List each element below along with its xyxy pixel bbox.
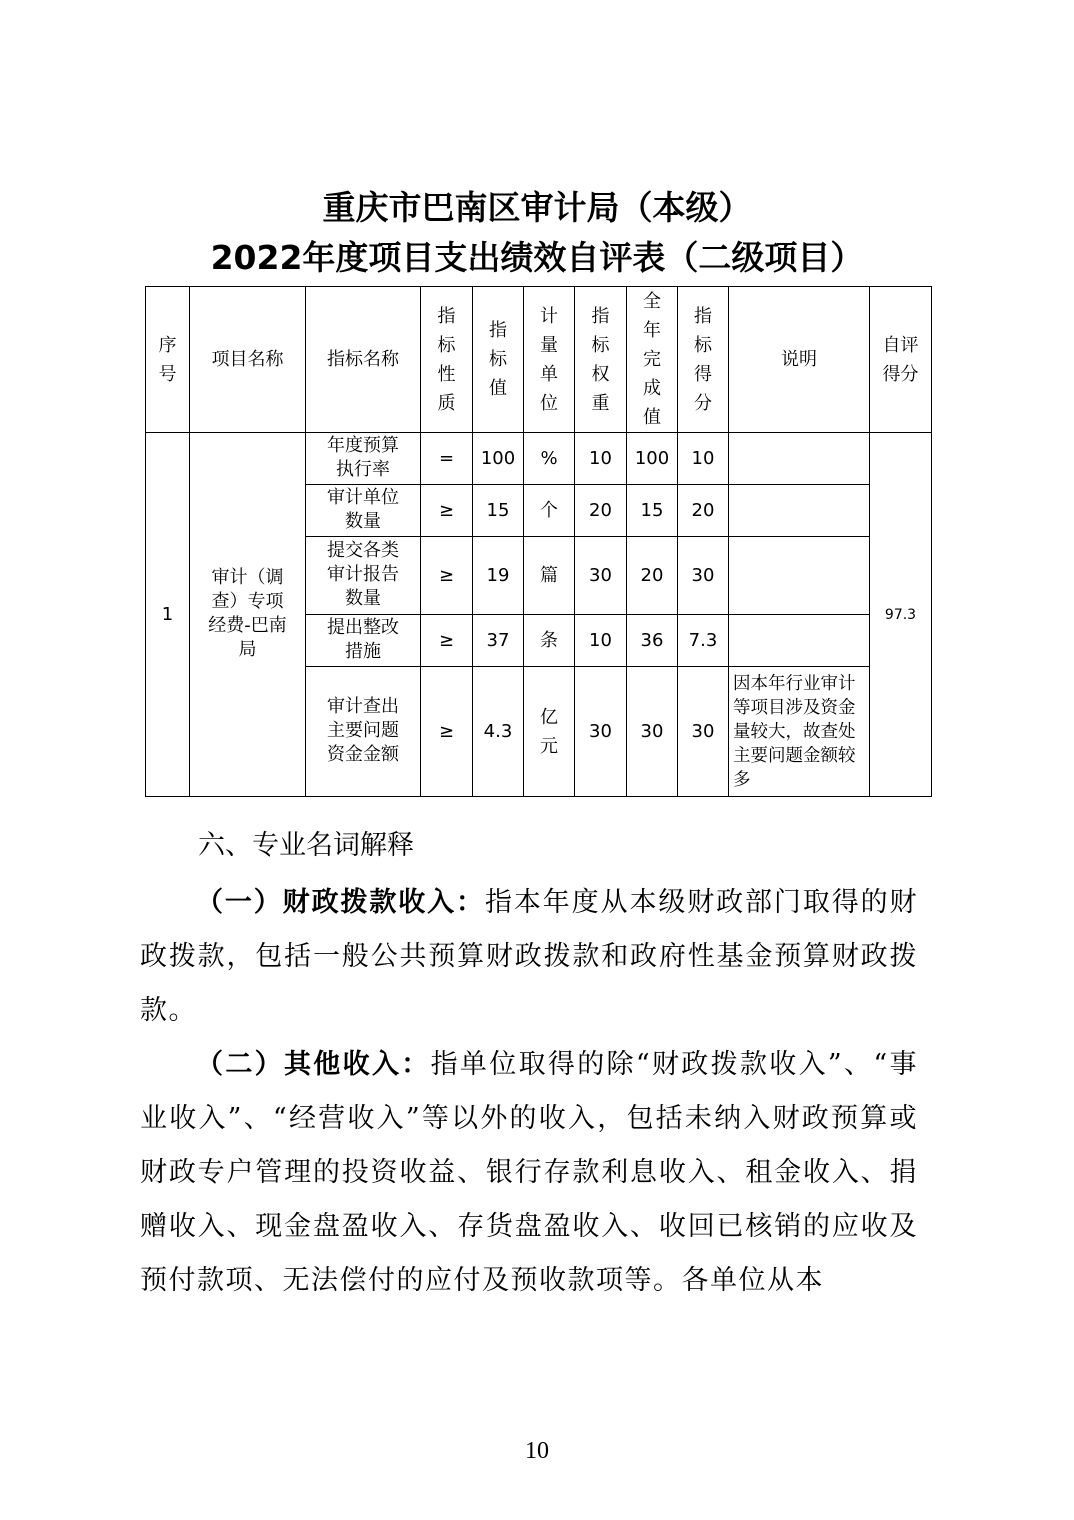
table-header-row [146, 287, 932, 433]
note-cell [729, 537, 870, 615]
header-unit: 计量单位 [524, 287, 575, 433]
value-cell: 4.3 [473, 667, 524, 797]
project-name-cell: 审计（调查）专项经费-巴南局 [190, 433, 306, 797]
header-score: 指标得分 [678, 287, 729, 433]
document-title: 重庆市巴南区审计局（本级） [322, 188, 752, 227]
score-cell: 7.3 [678, 615, 729, 667]
completed-cell: 30 [627, 667, 678, 797]
definition-term: （二）其他收入： [196, 1049, 431, 1080]
document-subtitle: 2022年度项目支出绩效自评表（二级项目） [210, 238, 864, 277]
indicator-name-cell: 年度预算执行率 [306, 433, 421, 485]
performance-table [145, 286, 932, 797]
header-note: 说明 [729, 287, 870, 433]
indicator-name-cell: 审计单位数量 [306, 485, 421, 537]
header-weight: 指标权重 [575, 287, 627, 433]
header-completed: 全年完成值 [627, 287, 678, 433]
value-cell: 100 [473, 433, 524, 485]
unit-cell: 个 [524, 485, 575, 537]
page-number: 10 [525, 1438, 549, 1464]
score-cell: 30 [678, 537, 729, 615]
unit-cell: % [524, 433, 575, 485]
completed-cell: 36 [627, 615, 678, 667]
nature-cell: ≥ [421, 615, 473, 667]
note-cell: 因本年行业审计等项目涉及资金量较大，故查处主要问题金额较多 [729, 667, 870, 797]
note-cell [729, 615, 870, 667]
weight-cell: 10 [575, 433, 627, 485]
header-indicator-value: 指标值 [473, 287, 524, 433]
value-cell: 15 [473, 485, 524, 537]
score-cell: 10 [678, 433, 729, 485]
completed-cell: 20 [627, 537, 678, 615]
value-cell: 37 [473, 615, 524, 667]
self-score-cell: 97.3 [870, 433, 932, 797]
definition-paragraph [140, 876, 918, 1038]
table-row [146, 433, 932, 485]
unit-cell: 条 [524, 615, 575, 667]
weight-cell: 30 [575, 667, 627, 797]
header-seq: 序号 [146, 287, 190, 433]
completed-cell: 100 [627, 433, 678, 485]
score-cell: 30 [678, 667, 729, 797]
nature-cell: = [421, 433, 473, 485]
indicator-name-cell: 提交各类审计报告数量 [306, 537, 421, 615]
section-heading: 六、专业名词解释 [198, 830, 414, 861]
indicator-name-cell: 审计查出主要问题资金金额 [306, 667, 421, 797]
value-cell: 19 [473, 537, 524, 615]
definition-text: 指本年度从本级财政部门取得的财政拨款，包括一般公共预算财政拨款和政府性基金预算财政拨款。 [140, 887, 919, 1026]
note-cell [729, 485, 870, 537]
header-self-score: 自评得分 [870, 287, 932, 433]
seq-cell: 1 [146, 433, 190, 797]
header-indicator-nature: 指标性质 [421, 287, 473, 433]
score-cell: 20 [678, 485, 729, 537]
weight-cell: 20 [575, 485, 627, 537]
definition-paragraph [140, 1038, 918, 1308]
definition-text: 指单位取得的除“财政拨款收入”、“事业收入”、“经营收入”等以外的收入，包括未纳入财政预算或财政专户管理的投资收益、银行存款利息收入、租金收入、捐赠收入、现金盘盈收入、存货盘盈收入、收回已核销的应收及预付款项、无法偿付的应付及预收款项等。各单位从本 [140, 1049, 918, 1296]
nature-cell: ≥ [421, 537, 473, 615]
definition-term: （一）财政拨款收入： [196, 887, 485, 918]
unit-cell: 篇 [524, 537, 575, 615]
header-indicator-name: 指标名称 [306, 287, 421, 433]
weight-cell: 10 [575, 615, 627, 667]
unit-cell: 亿元 [524, 667, 575, 797]
indicator-name-cell: 提出整改措施 [306, 615, 421, 667]
nature-cell: ≥ [421, 667, 473, 797]
completed-cell: 15 [627, 485, 678, 537]
note-cell [729, 433, 870, 485]
nature-cell: ≥ [421, 485, 473, 537]
header-project-name: 项目名称 [190, 287, 306, 433]
weight-cell: 30 [575, 537, 627, 615]
